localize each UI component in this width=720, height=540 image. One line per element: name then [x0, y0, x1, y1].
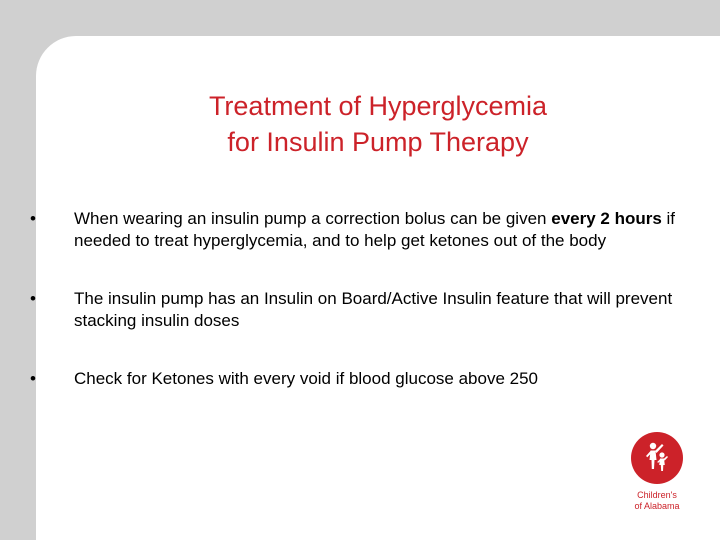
- logo-circle: [631, 432, 683, 484]
- bullet-dot: •: [30, 209, 36, 228]
- bullet-text: The insulin pump has an Insulin on Board/Active Insulin feature that will prevent stacking insulin doses: [74, 289, 673, 330]
- bullet-item-correction-bolus: [30, 208, 680, 252]
- bullet-text-after: if needed to treat hyperglycemia, and to help get ketones out of the body: [74, 209, 676, 250]
- bullet-dot: •: [30, 289, 36, 308]
- childrens-of-alabama-logo: [628, 432, 686, 512]
- bullet-dot: •: [30, 369, 36, 388]
- bullet-text-before: When wearing an insulin pump a correction bolus can be given: [74, 209, 552, 228]
- bullet-item-check-ketones: [30, 368, 680, 390]
- bullet-text: Check for Ketones with every void if blood glucose above 250: [74, 369, 538, 388]
- bullet-item-insulin-on-board: [30, 288, 680, 332]
- logo-text: Children's of Alabama: [634, 490, 680, 511]
- bullet-list: [30, 208, 680, 390]
- children-figures-icon: [631, 432, 683, 484]
- slide-title: Treatment of Hyperglycemia for Insulin Pump Therapy: [208, 91, 548, 157]
- bullet-text-emphasis: every 2 hours: [551, 209, 662, 228]
